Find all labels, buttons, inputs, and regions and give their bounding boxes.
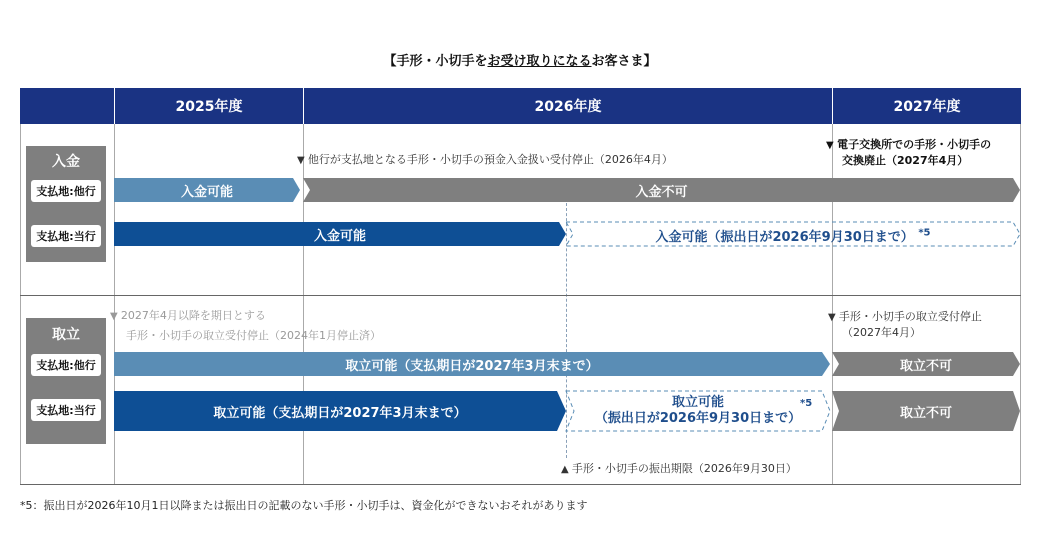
- header-2025: 2025年度: [114, 88, 303, 124]
- footnote: *5：振出日が2026年10月1日以降または振出日の記載のない手形・小切手は、資金化ができないおそれがあります: [20, 499, 588, 512]
- deposit-row2-bar1-label: 入金可能: [313, 228, 366, 244]
- header-2026: 2026年度: [303, 88, 832, 124]
- collection-note-gray: ▼ 2027年4月以降を期日とする 手形・小切手の取立受付停止（2024年1月停止済）: [110, 309, 381, 342]
- collection-row2-bar2-label: 取立可能 （振出日が2026年9月30日まで）: [594, 395, 802, 426]
- collection-section-label: 取立: [52, 327, 80, 343]
- deposit-note-other-bank: ▼ 他行が支払地となる手形・小切手の預金入金扱い受付停止（2026年4月）: [297, 153, 673, 166]
- collection-row2-bar3-label: 取立不可: [899, 405, 952, 421]
- collection-row2-bar1-label: 取立可能（支払期日が2027年3月末まで）: [213, 405, 467, 421]
- down-triangle-icon: ▼: [110, 311, 121, 322]
- collection-row1-bar1-label: 取立可能（支払期日が2027年3月末まで）: [345, 358, 599, 374]
- collection-row1-label: 支払地:他行: [31, 354, 101, 376]
- deposit-row2-bar2-label: 入金可能（振出日が2026年9月30日まで） $^{*5}$: [655, 227, 931, 245]
- collection-note-stop: ▼ 手形・小切手の取立受付停止 （2027年4月）: [828, 310, 982, 339]
- deposit-row1-bar2-label: 入金不可: [635, 184, 688, 200]
- down-triangle-icon: ▼: [828, 312, 839, 323]
- page-title: 【手形・小切手をお受け取りになるお客さま】: [383, 54, 657, 69]
- deposit-row1-label: 支払地:他行: [31, 180, 101, 202]
- collection-row2-bar2-mark: *5: [800, 398, 813, 409]
- header-2027: 2027年度: [832, 88, 1021, 124]
- collection-row1-bar2-label: 取立不可: [899, 358, 952, 374]
- collection-note-deadline: ▲ 手形・小切手の振出期限（2026年9月30日）: [561, 462, 797, 475]
- up-triangle-icon: ▲: [561, 464, 572, 475]
- deposit-row2-label: 支払地:当行: [31, 225, 101, 247]
- down-triangle-icon: ▼: [826, 140, 838, 151]
- deposit-row1-bar1-label: 入金可能: [180, 184, 233, 200]
- collection-row2-label: 支払地:当行: [31, 399, 101, 421]
- deposit-section-label: 入金: [52, 154, 80, 170]
- deposit-note-exchange: ▼ 電子交換所での手形・小切手の 交換廃止（2027年4月）: [826, 138, 992, 167]
- down-triangle-icon: ▼: [297, 155, 308, 166]
